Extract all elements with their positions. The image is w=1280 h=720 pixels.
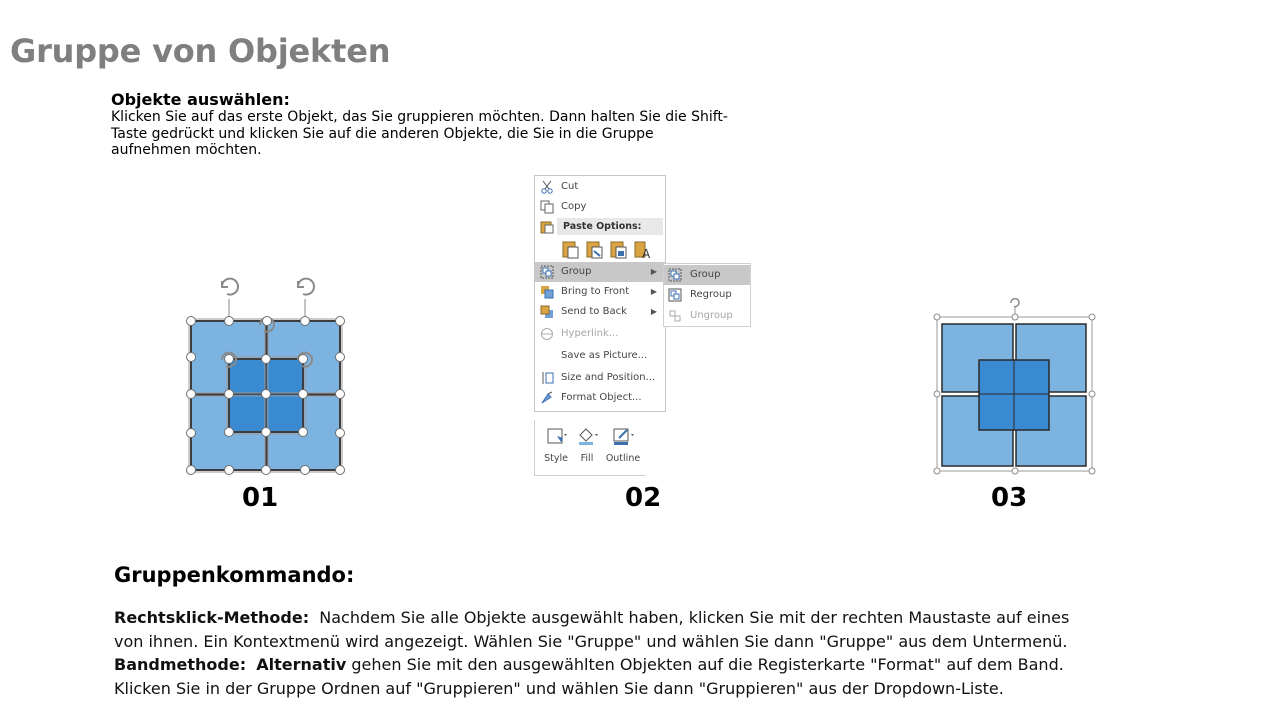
method-right-click-label: Rechtsklick-Methode: — [114, 608, 310, 627]
send-back-icon — [540, 305, 554, 319]
method-right-click-text: Nachdem Sie alle Objekte ausgewählt haben, klicken Sie mit der rechten Maustaste auf eines von ihnen. Ein Kontextmenü wird angezeigt. Wählen Sie "Gruppe" und wählen Sie dann "Gruppe" aus dem Untermenü. — [114, 608, 1070, 651]
fill-bucket-icon — [574, 426, 600, 446]
menu-item-save-as-picture[interactable]: Save as Picture... — [561, 350, 648, 361]
method-ribbon-text: gehen Sie mit den ausgewählten Objekten auf die Registerkarte "Format" auf dem Band. Klicken Sie in der Gruppe Ordnen auf "Gruppieren" und wählen Sie dann "Gruppieren" aus der Dropdown-Liste. — [114, 655, 1064, 698]
ribbon-outline-button[interactable]: Outline — [603, 426, 643, 449]
regroup-icon — [668, 288, 682, 302]
method-right-click — [114, 606, 1094, 653]
page-title: Gruppe von Objekten — [10, 32, 391, 70]
outline-pen-icon — [610, 426, 636, 446]
svg-text:A: A — [642, 247, 651, 259]
rotate-handle-icon — [1011, 299, 1019, 307]
step-number-03: 03 — [991, 483, 1028, 513]
menu-item-hyperlink: Hyperlink... — [535, 324, 665, 344]
submenu-item-regroup[interactable]: Regroup — [664, 285, 750, 305]
bring-front-icon — [540, 285, 554, 299]
group-icon — [540, 265, 554, 279]
link-icon — [540, 327, 554, 341]
ribbon-fill-button[interactable]: Fill — [573, 426, 601, 449]
group-command-heading: Gruppenkommando: — [114, 563, 355, 587]
diagram-01-selected-objects — [180, 272, 355, 482]
method-ribbon-label: Bandmethode: — [114, 655, 247, 674]
intro-text: Klicken Sie auf das erste Objekt, das Sie gruppieren möchten. Dann halten Sie die Shift-Taste gedrückt und klicken Sie auf die anderen Objekte, die Sie in die Gruppe aufnehmen möchten. — [111, 109, 728, 158]
size-icon — [540, 371, 554, 385]
step-number-02: 02 — [625, 483, 662, 513]
paste-picture-icon[interactable] — [609, 239, 627, 259]
paste-text-icon[interactable] — [633, 239, 651, 259]
method-ribbon-label-b: Alternativ — [256, 655, 347, 674]
submenu-item-group[interactable]: Group — [664, 265, 750, 285]
intro-heading: Objekte auswählen: — [111, 90, 290, 109]
group-command-text — [114, 606, 1094, 700]
submenu-arrow-icon: ▶ — [650, 307, 657, 316]
format-icon — [540, 391, 554, 405]
diagram-03-grouped-object — [925, 295, 1105, 480]
group-submenu — [663, 263, 751, 327]
menu-item-bring-to-front[interactable]: Bring to Front ▶ — [535, 282, 665, 302]
paste-merge-icon[interactable] — [585, 239, 603, 259]
intro-block — [111, 90, 731, 159]
clipboard-icon — [540, 220, 554, 234]
group-icon — [668, 268, 682, 282]
menu-item-format-object[interactable]: Format Object... — [535, 388, 665, 408]
submenu-item-ungroup: Ungroup — [664, 306, 750, 326]
step-number-01: 01 — [242, 483, 279, 513]
menu-item-copy[interactable]: Copy — [535, 197, 665, 217]
menu-item-size-position[interactable]: Size and Position... — [535, 368, 665, 388]
menu-item-cut[interactable]: Cut — [535, 177, 665, 197]
ribbon-style-button[interactable]: Style — [539, 426, 573, 449]
method-ribbon — [114, 653, 1094, 700]
style-icon — [543, 426, 569, 446]
copy-icon — [540, 200, 554, 214]
submenu-arrow-icon: ▶ — [650, 267, 657, 276]
submenu-arrow-icon: ▶ — [650, 287, 657, 296]
format-ribbon — [534, 420, 646, 476]
context-menu — [534, 175, 666, 412]
scissors-icon — [540, 180, 554, 194]
menu-item-group[interactable]: Group ▶ — [535, 262, 665, 282]
paste-options-header: Paste Options: — [557, 218, 663, 235]
menu-item-send-to-back[interactable]: Send to Back ▶ — [535, 302, 665, 322]
ungroup-icon — [668, 309, 682, 323]
paste-keep-icon[interactable] — [561, 239, 579, 259]
